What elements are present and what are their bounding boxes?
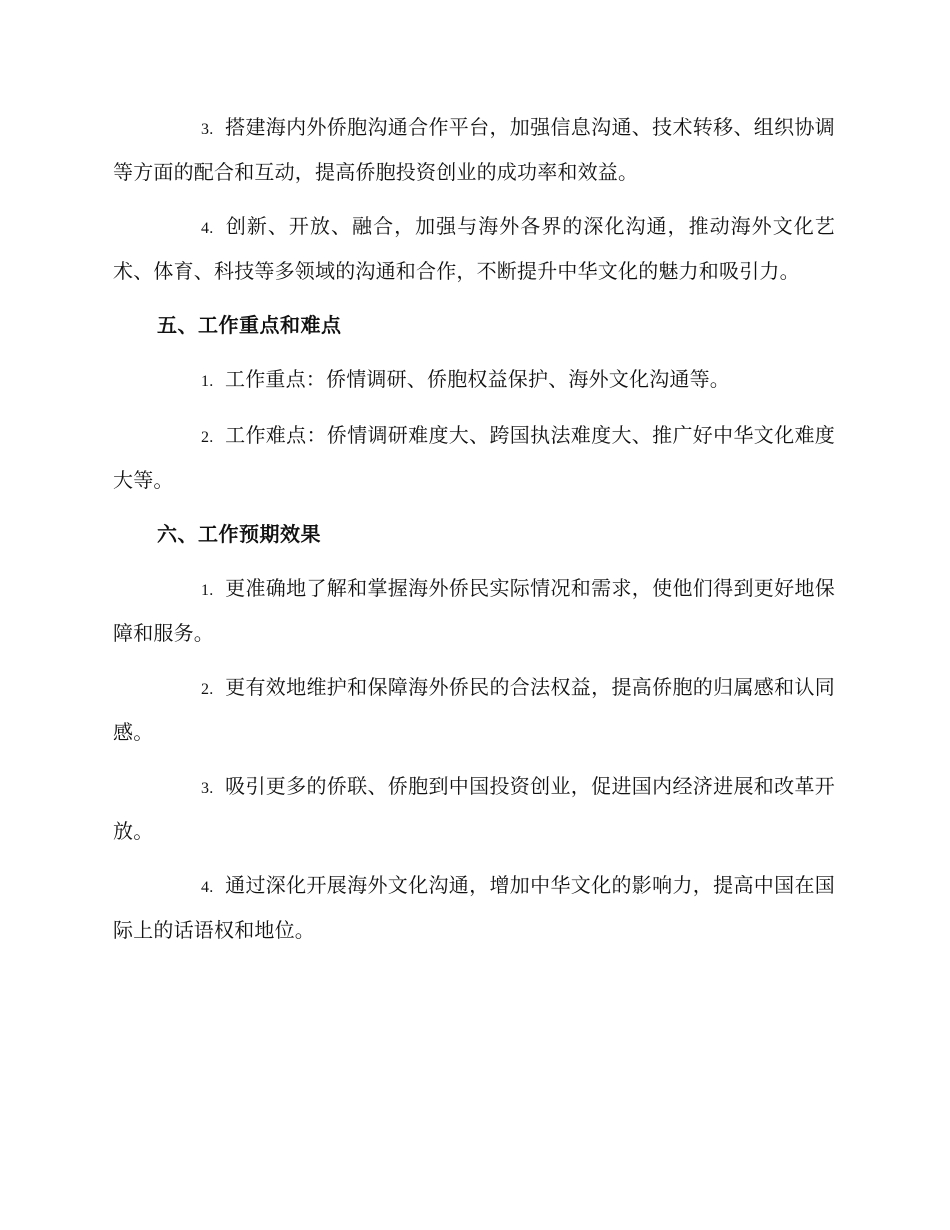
list-item-text: 创新、开放、融合，加强与海外各界的深化沟通，推动海外文化艺术、体育、科技等多领域的沟通和合作，不断提升中华文化的魅力和吸引力。: [113, 214, 835, 283]
list-number: 2.: [201, 429, 214, 446]
list-item: [113, 205, 835, 293]
list-number: 1.: [201, 373, 214, 390]
list-number: 3.: [201, 780, 214, 797]
section-heading: 六、工作预期效果: [157, 522, 321, 546]
list-item: [113, 358, 835, 403]
list-number: 2.: [201, 681, 214, 698]
list-item-text: 搭建海内外侨胞沟通合作平台，加强信息沟通、技术转移、组织协调等方面的配合和互动，提高侨胞投资创业的成功率和效益。: [113, 115, 835, 184]
list-number: 1.: [201, 582, 214, 599]
list-item: [113, 414, 835, 502]
section-heading: 五、工作重点和难点: [157, 313, 342, 337]
document-body: [113, 106, 835, 963]
list-item-text: 工作难点：侨情调研难度大、跨国执法难度大、推广好中华文化难度大等。: [113, 423, 835, 492]
list-item: [113, 106, 835, 194]
list-item-text: 更有效地维护和保障海外侨民的合法权益，提高侨胞的归属感和认同感。: [113, 675, 835, 744]
list-number: 3.: [201, 121, 214, 138]
list-item: [113, 567, 835, 655]
list-item-text: 吸引更多的侨联、侨胞到中国投资创业，促进国内经济进展和改革开放。: [113, 774, 835, 843]
list-item: [113, 765, 835, 853]
list-number: 4.: [201, 220, 214, 237]
list-item: [113, 666, 835, 754]
list-item-text: 工作重点：侨情调研、侨胞权益保护、海外文化沟通等。: [225, 367, 730, 391]
list-item: [113, 864, 835, 952]
list-item-text: 通过深化开展海外文化沟通，增加中华文化的影响力，提高中国在国际上的话语权和地位。: [113, 873, 835, 942]
list-item-text: 更准确地了解和掌握海外侨民实际情况和需求，使他们得到更好地保障和服务。: [113, 576, 835, 645]
list-number: 4.: [201, 879, 214, 896]
